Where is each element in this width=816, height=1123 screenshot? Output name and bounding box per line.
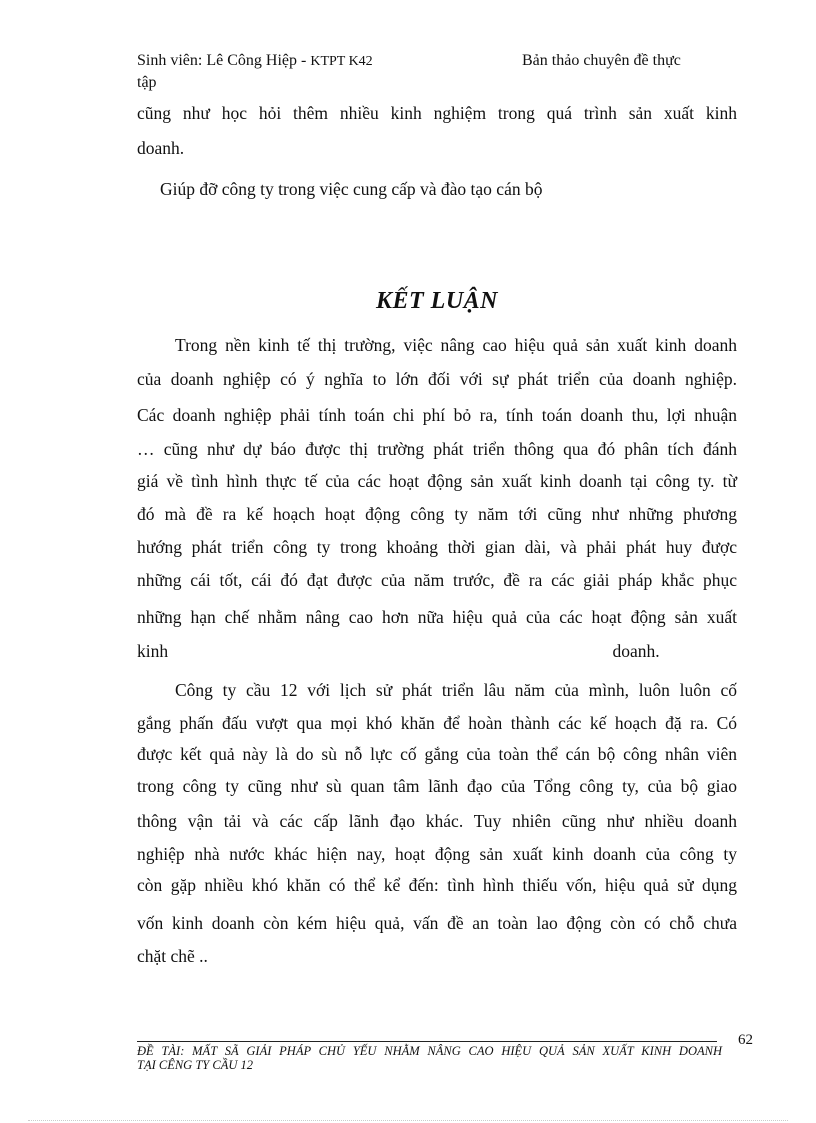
body-line: doanh.: [137, 138, 185, 158]
body-line: Công ty cầu 12 với lịch sử phát triển lâu năm của mình, luôn luôn cố: [175, 680, 737, 700]
student-name: Lê Công Hiệp: [206, 52, 297, 69]
page-edge-dotted-divider: [28, 1120, 788, 1121]
body-line: Trong nền kinh tế thị trường, việc nâng cao hiệu quả sản xuất kinh doanh: [175, 335, 737, 355]
footer-topic-line: ĐỀ TÀI: MẤT SÃ GIẢI PHÁP CHỦ YẾU NHẰM NÂNG CAO HIỆU QUẢ SẢN XUẤT KINH DOANH: [137, 1044, 722, 1058]
body-line: còn gặp nhiều khó khăn có thể kể đến: tình hình thiếu vốn, hiệu quả sử dụng: [137, 875, 737, 895]
body-line: những cái tốt, cái đó đạt được của năm trước, đề ra các giải pháp khắc phục: [137, 570, 737, 590]
body-line: những hạn chế nhằm nâng cao hơn nữa hiệu quả của các hoạt động sản xuất: [137, 607, 737, 627]
body-line: vốn kinh doanh còn kém hiệu quả, vấn đề an toàn lao động còn có chỗ chưa: [137, 913, 737, 933]
footer-divider: [137, 1041, 717, 1042]
body-line: … cũng như dự báo được thị trường phát triển thông qua đó phân tích đánh: [137, 439, 737, 459]
body-line: đó mà đề ra kế hoạch hoạt động công ty năm tới cũng như những phương: [137, 504, 737, 524]
body-line: Các doanh nghiệp phải tính toán chi phí bỏ ra, tính toán doanh thu, lợi nhuận: [137, 405, 737, 425]
header-doc-type-wrap: tập: [137, 74, 157, 91]
body-line: Giúp đỡ công ty trong việc cung cấp và đào tạo cán bộ: [160, 179, 543, 199]
footer-topic-line: TẠI CÊNG TY CẦU 12: [137, 1058, 253, 1072]
body-line: chặt chẽ ..: [137, 946, 208, 966]
body-line: thông vận tải và các cấp lãnh đạo khác. Tuy nhiên cũng như nhiều doanh: [137, 811, 737, 831]
footer-topic: [137, 1044, 722, 1072]
body-line: giá về tình hình thực tế của các hoạt động sản xuất kinh doanh tại công ty. từ: [137, 471, 737, 491]
student-label: Sinh viên:: [137, 52, 203, 69]
body-line: của doanh nghiệp có ý nghĩa to lớn đối với sự phát triển của doanh nghiệp.: [137, 369, 737, 389]
class-name: KTPT K42: [310, 54, 373, 69]
body-line: hướng phát triển công ty trong khoảng thời gian dài, và phải phát huy được: [137, 537, 737, 557]
body-line: nghiệp nhà nước khác hiện nay, hoạt động sản xuất kinh doanh của công ty: [137, 844, 737, 864]
header-doc-type: Bản thảo chuyên đề thực: [522, 52, 681, 69]
body-line: gắng phấn đấu vượt qua mọi khó khăn để hoàn thành các kế hoạch đặ ra. Có: [137, 713, 737, 733]
section-title: KẾT LUẬN: [375, 288, 498, 314]
body-line: cũng như học hỏi thêm nhiều kinh nghiệm trong quá trình sản xuất kinh: [137, 103, 737, 123]
body-line: trong công ty cũng như sù quan tâm lãnh đạo của Tổng công ty, của bộ giao: [137, 776, 737, 796]
page-number: 62: [738, 1032, 753, 1048]
body-line: kinh doanh.: [137, 641, 660, 661]
body-line: được kết quả này là do sù nỗ lực cố gắng của toàn thể cán bộ công nhân viên: [137, 744, 737, 764]
header-student: Sinh viên: Lê Công Hiệp - KTPT K42: [137, 52, 373, 69]
